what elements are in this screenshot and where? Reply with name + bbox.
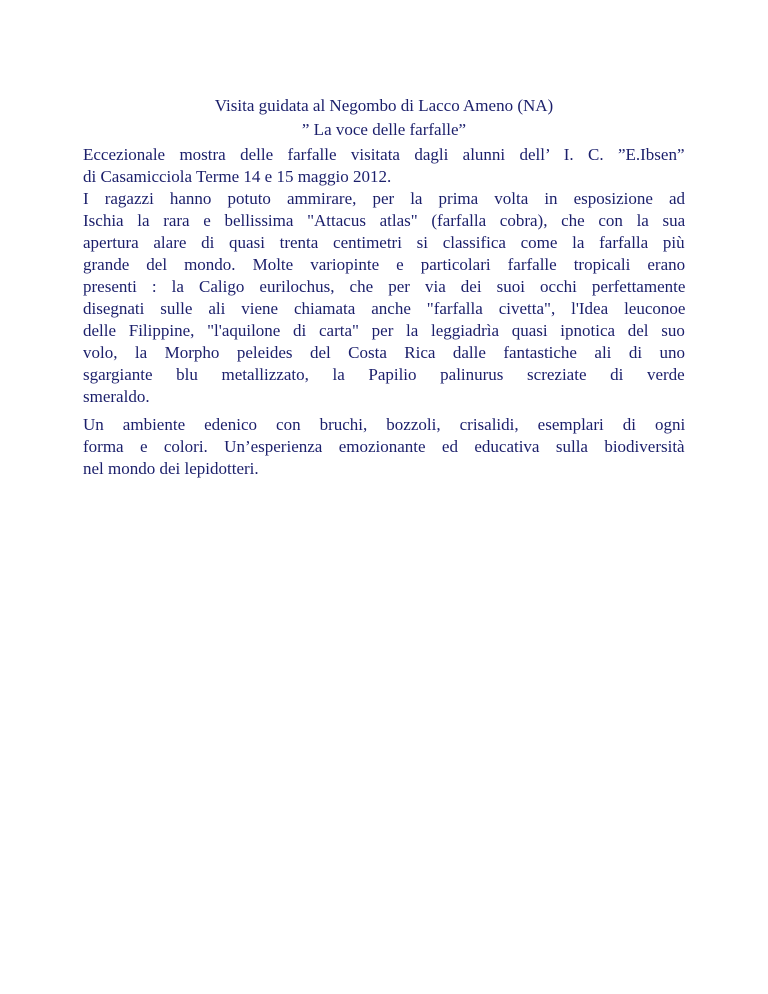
text-line: disegnati sulle ali viene chiamata anche "farfalla civetta", l'Idea leuconoe xyxy=(83,299,685,318)
text-line: sgargiante blu metallizzato, la Papilio palinurus screziate di verde xyxy=(83,365,685,384)
text-line: nel mondo dei lepidotteri. xyxy=(83,459,259,478)
document-subtitle: ” La voce delle farfalle” xyxy=(301,120,467,139)
document-title: Visita guidata al Negombo di Lacco Ameno (NA) xyxy=(214,96,554,115)
text-line: di Casamicciola Terme 14 e 15 maggio 2012. xyxy=(83,167,392,186)
text-line: I ragazzi hanno potuto ammirare, per la prima volta in esposizione ad xyxy=(83,189,685,208)
text-line: presenti : la Caligo eurilochus, che per via dei suoi occhi perfettamente xyxy=(83,277,685,296)
text-line: apertura alare di quasi trenta centimetri si classifica come la farfalla più xyxy=(83,233,685,252)
text-line: grande del mondo. Molte variopinte e particolari farfalle tropicali erano xyxy=(83,255,685,274)
text-line: Eccezionale mostra delle farfalle visitata dagli alunni dell’ I. C. ”E.Ibsen” xyxy=(83,145,685,164)
paragraph-1 xyxy=(83,144,685,408)
text-line: volo, la Morpho peleides del Costa Rica dalle fantastiche ali di uno xyxy=(83,343,685,362)
text-line: Ischia la rara e bellissima "Attacus atlas" (farfalla cobra), che con la sua xyxy=(83,211,685,230)
text-line: Un ambiente edenico con bruchi, bozzoli, crisalidi, esemplari di ogni xyxy=(83,415,685,434)
text-line: smeraldo. xyxy=(83,387,150,406)
paragraph-2 xyxy=(83,414,685,480)
text-line: delle Filippine, "l'aquilone di carta" per la leggiadrìa quasi ipnotica del suo xyxy=(83,321,685,340)
text-line: forma e colori. Un’esperienza emozionante ed educativa sulla biodiversità xyxy=(83,437,685,456)
